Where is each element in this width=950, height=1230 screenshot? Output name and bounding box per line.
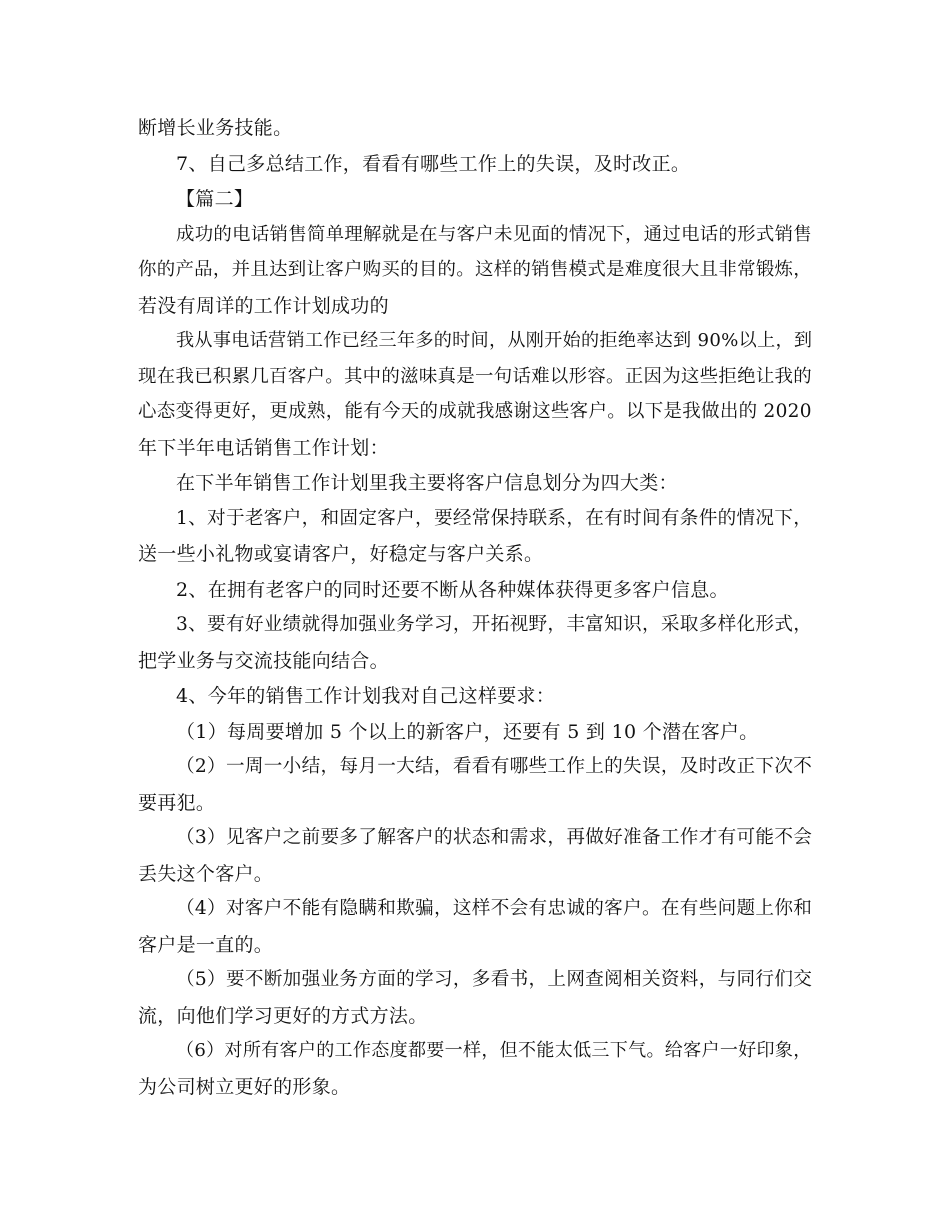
text-line-17: 4、今年的销售工作计划我对自己这样要求： <box>176 685 556 707</box>
text-line-20: 要再犯。 <box>138 792 216 814</box>
text-line-4: 成功的电话销售简单理解就是在与客户未见面的情况下，通过电话的形式销售 <box>176 224 813 245</box>
text-line-6: 若没有周详的工作计划成功的 <box>138 295 389 317</box>
text-line-28: 为公司树立更好的形象。 <box>138 1076 351 1098</box>
text-line-23: （4）对客户不能有隐瞒和欺骗，这样不会有忠诚的客户。在有些问题上你和 <box>176 898 813 919</box>
text-line-24: 客户是一直的。 <box>138 934 274 956</box>
text-line-10: 年下半年电话销售工作计划： <box>138 437 389 459</box>
text-line-18: （1）每周要增加 5 个以上的新客户，还要有 5 到 10 个潜在客户。 <box>176 721 759 743</box>
text-line-2: 7、自己多总结工作，看看有哪些工作上的失误，及时改正。 <box>176 153 691 175</box>
text-line-1: 断增长业务技能。 <box>138 117 293 139</box>
text-line-7: 我从事电话营销工作已经三年多的时间，从刚开始的拒绝率达到 90%以上，到 <box>176 330 813 351</box>
text-line-22: 丢失这个客户。 <box>138 863 274 885</box>
text-line-8: 现在我已积累几百客户。其中的滋味真是一句话难以形容。正因为这些拒绝让我的 <box>138 366 812 387</box>
text-line-13: 送一些小礼物或宴请客户，好稳定与客户关系。 <box>138 543 544 565</box>
text-line-21: （3）见客户之前要多了解客户的状态和需求，再做好准备工作才有可能不会 <box>176 827 813 848</box>
text-line-9: 心态变得更好，更成熟，能有今天的成就我感谢这些客户。以下是我做出的 2020 <box>138 401 812 422</box>
text-line-15: 3、要有好业绩就得加强业务学习，开拓视野，丰富知识，采取多样化形式， <box>176 614 813 635</box>
text-line-19: （2）一周一小结，每月一大结，看看有哪些工作上的失误，及时改正下次不 <box>176 756 813 777</box>
text-line-11: 在下半年销售工作计划里我主要将客户信息划分为四大类： <box>176 472 678 494</box>
section-heading: 【篇二】 <box>176 188 254 210</box>
text-line-16: 把学业务与交流技能向结合。 <box>138 650 389 672</box>
text-line-27: （6）对所有客户的工作态度都要一样，但不能太低三下气。给客户一好印象， <box>176 1040 812 1061</box>
text-line-26: 流，向他们学习更好的方式方法。 <box>138 1005 428 1027</box>
text-line-25: （5）要不断加强业务方面的学习，多看书，上网查阅相关资料，与同行们交 <box>176 969 813 990</box>
text-line-12: 1、对于老客户，和固定客户，要经常保持联系，在有时间有条件的情况下， <box>176 508 813 529</box>
text-line-5: 你的产品，并且达到让客户购买的目的。这样的销售模式是难度很大且非常锻炼， <box>138 259 812 280</box>
text-line-14: 2、在拥有老客户的同时还要不断从各种媒体获得更多客户信息。 <box>176 579 729 601</box>
